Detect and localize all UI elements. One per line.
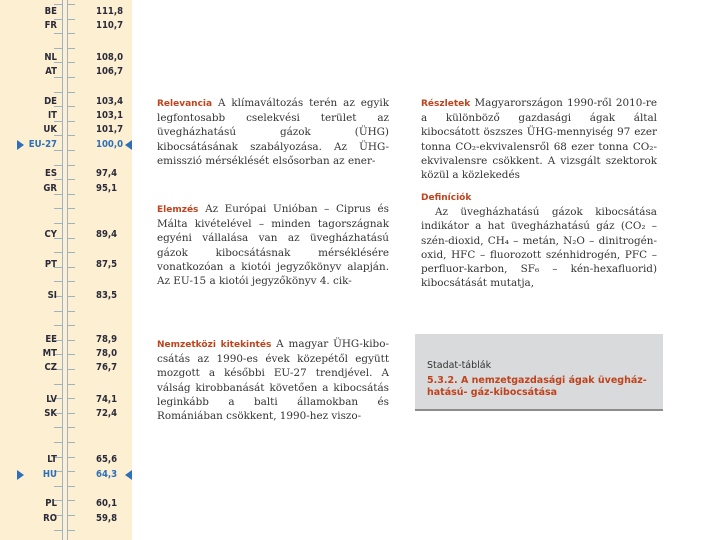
index-value: 83,5 [96, 290, 118, 301]
country-row [0, 66, 132, 77]
section-heading: Elemzés [157, 205, 199, 215]
index-value: 95,1 [96, 183, 118, 194]
scale-tick [67, 77, 75, 78]
scale-tick [67, 442, 75, 443]
country-code: HU [42, 469, 57, 480]
section-heading: Definíciók [421, 193, 472, 203]
section-heading: Relevancia [157, 99, 213, 109]
country-row [0, 6, 132, 17]
country-row [0, 168, 132, 179]
country-code: SI [47, 290, 57, 301]
scale-tick [67, 427, 75, 428]
index-value: 72,4 [96, 408, 118, 419]
country-row [0, 124, 132, 135]
eu27-right-marker-icon [125, 140, 132, 150]
scale-tick [54, 486, 62, 487]
country-row [0, 513, 132, 524]
scale-tick [54, 252, 62, 253]
scale-tick [54, 194, 62, 195]
section-text: Az Európai Unióban – Ciprus és Málta kivételével – minden tagországnak egyéni vállalása van az üvegházhatású gázok kibocsátásnak mérséklésére vonatkozóan a kiotói jegyzőkönyv alapján. Az EU-15 a kiotói jegyzőkönyv 4. cik- [157, 203, 389, 288]
country-row [0, 52, 132, 63]
scale-tick [67, 311, 75, 312]
hu-right-marker-icon [125, 470, 132, 480]
eu27-left-marker-icon [17, 140, 24, 150]
scale-tick [67, 48, 75, 49]
scale-tick [67, 384, 75, 385]
country-row [0, 408, 132, 419]
index-value: 78,0 [96, 348, 118, 359]
country-row [0, 229, 132, 240]
scale-tick [54, 427, 62, 428]
index-value: 60,1 [96, 498, 118, 509]
scale-tick [54, 121, 62, 122]
country-code: AT [45, 66, 57, 77]
country-code: EE [45, 334, 57, 345]
section-definiciok [421, 191, 657, 290]
scale-tick [67, 486, 75, 487]
country-code: RO [43, 513, 57, 524]
scale-tick [54, 92, 62, 93]
index-value: 111,8 [96, 6, 124, 17]
scale-tick [67, 179, 75, 180]
country-row [0, 454, 132, 465]
scale-tick [54, 135, 62, 136]
country-code: IT [47, 110, 57, 121]
country-code: PL [45, 498, 57, 509]
section-text: Az üvegházhatású gázok kibocsátása indikátor a hat üvegházhatású gáz (CO₂ – szén-dioxid, CH₄ – metán, N₂O – dinitrogén-oxid, HFC – fluorozott szénhidrogén, PFC – perfluor-karbon, SF₆ – kén-hexafluorid) kibocsátását mutatja, [421, 206, 657, 290]
index-value: 108,0 [96, 52, 124, 63]
scale-tick [67, 194, 75, 195]
scale-tick [67, 252, 75, 253]
index-value: 100,0 [96, 139, 124, 150]
index-value: 103,4 [96, 96, 124, 107]
country-row [0, 498, 132, 509]
scale-tick [54, 442, 62, 443]
index-value: 103,1 [96, 110, 124, 121]
scale-tick [67, 325, 75, 326]
index-value: 89,4 [96, 229, 118, 240]
scale-tick [54, 530, 62, 531]
section-relevancia [157, 96, 389, 167]
scale-tick [54, 77, 62, 78]
country-row [0, 334, 132, 345]
scale-tick [54, 4, 62, 5]
section-elemzes [157, 202, 389, 288]
hu-left-marker-icon [17, 470, 24, 480]
country-code: PT [44, 259, 57, 270]
section-reszletek [421, 96, 657, 182]
country-row [0, 110, 132, 121]
index-value: 87,5 [96, 259, 118, 270]
country-code: DE [44, 96, 57, 107]
country-code: MT [42, 348, 57, 359]
country-row [0, 362, 132, 373]
index-value: 76,7 [96, 362, 118, 373]
index-value: 110,7 [96, 20, 124, 31]
index-value: 106,7 [96, 66, 124, 77]
country-row [0, 348, 132, 359]
scale-tick [54, 325, 62, 326]
country-code: EU-27 [28, 139, 57, 150]
index-value: 59,8 [96, 513, 118, 524]
scale-tick [54, 165, 62, 166]
section-heading: Részletek [421, 99, 471, 109]
country-code: FR [44, 20, 57, 31]
country-code: LT [47, 454, 57, 465]
country-code: BE [44, 6, 57, 17]
country-index-sidebar [0, 0, 132, 540]
country-code: UK [43, 124, 57, 135]
scale-tick [67, 281, 75, 282]
country-row [0, 183, 132, 194]
index-value: 97,4 [96, 168, 118, 179]
index-value: 78,9 [96, 334, 118, 345]
country-code: SK [44, 408, 57, 419]
scale-tick [67, 135, 75, 136]
section-text: A klímaváltozás terén az egyik legfontosabb cselekvési terület az üvegházhatású gázok (ÜHG) kibocsátásának szabályozása. Az ÜHG-emisszió mérséklését elsősorban az ener- [157, 97, 389, 167]
country-row [0, 20, 132, 31]
index-value: 74,1 [96, 394, 118, 405]
country-code: NL [44, 52, 57, 63]
stadat-table-box [415, 334, 663, 411]
stadat-title: Stadat-táblák [427, 360, 492, 371]
scale-tick [54, 33, 62, 34]
scale-tick [54, 208, 62, 209]
scale-tick [67, 208, 75, 209]
section-text: A magyar ÜHG-kibocsátás az 1990-es évek közepétől együtt mozgott a későbbi EU-27 trendjével. A válság kirobbanását követően a kibocsátás leginkább a balti államokban és Romániában csökkent, 1990-hez viszo- [157, 338, 389, 423]
scale-tick [54, 281, 62, 282]
country-row [0, 290, 132, 301]
scale-tick [54, 48, 62, 49]
section-nemzetkozi [157, 337, 389, 423]
scale-tick [67, 33, 75, 34]
country-row [0, 96, 132, 107]
scale-tick [67, 92, 75, 93]
scale-tick [67, 150, 75, 151]
index-value: 65,6 [96, 454, 118, 465]
country-row [0, 394, 132, 405]
country-code: LV [46, 394, 57, 405]
scale-tick [67, 4, 75, 5]
scale-tick [54, 223, 62, 224]
index-value: 101,7 [96, 124, 124, 135]
stadat-link[interactable]: 5.3.2. A nemzetgazdasági ágak üvegházhatású- gáz-kibocsátása [427, 375, 647, 398]
index-value: 64,3 [96, 469, 118, 480]
section-heading: Nemzetközi kitekintés [157, 340, 272, 350]
country-code: CZ [44, 362, 57, 373]
scale-tick [54, 179, 62, 180]
country-row [0, 259, 132, 270]
country-code: GR [43, 183, 57, 194]
scale-tick [67, 223, 75, 224]
scale-tick [54, 150, 62, 151]
country-code: ES [45, 168, 57, 179]
scale-tick [67, 530, 75, 531]
scale-tick [54, 311, 62, 312]
scale-tick [67, 165, 75, 166]
scale-tick [54, 384, 62, 385]
country-code: CY [44, 229, 57, 240]
scale-tick [67, 121, 75, 122]
section-text: Magyarországon 1990-ről 2010-re a különböző gazdasági ágak által kibocsátott öszszes ÜHG-mennyiség 97 ezer tonna CO₂-ekvivalensről 68 ezer tonna CO₂-ekvivalensre csökkent. A vizsgált szektorok közül a közlekedés [421, 97, 657, 182]
